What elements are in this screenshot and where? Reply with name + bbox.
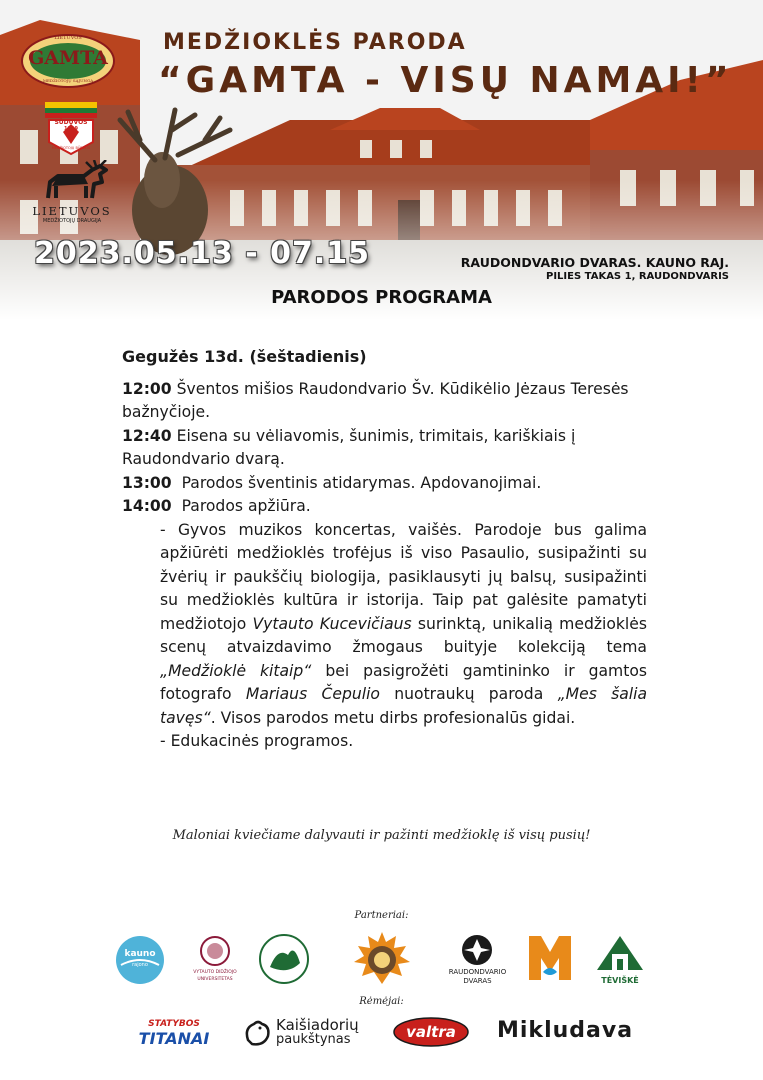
kaisiadoriu-text-1: Kaišiadorių <box>276 1016 359 1034</box>
desc-photo-exhibition-title: „Mes šalia tavęs“ <box>160 685 648 727</box>
moose-icon <box>28 160 116 204</box>
program-text: Parodos šventinis atidarymas. Apdovanojimai. <box>181 473 542 492</box>
program-time: 12:40 <box>122 426 172 445</box>
medziotoju-klubas-logo <box>258 933 310 985</box>
program-item <box>122 495 647 519</box>
desc-part: bei pasigrožėti gamtininko ir gamtos fotografo <box>160 661 648 703</box>
gamta-logo-bottom: MEDŽIOTOJŲ SĄJUNGA <box>42 78 94 83</box>
chicken-icon <box>240 1018 276 1048</box>
program-item <box>122 472 647 496</box>
valtra-logo <box>392 1016 470 1048</box>
invitation-text: Maloniai kviečiame dalyvauti ir pažinti medžioklę iš visų pusių! <box>172 828 591 843</box>
gamta-logo-top: LIETUVOS <box>54 35 82 41</box>
program-time: 13:00 <box>122 473 172 492</box>
raudondvario-dvaras-logo <box>440 933 515 988</box>
exhibition-subtitle: MEDŽIOKLĖS PARODA <box>163 30 467 55</box>
program-time: 14:00 <box>122 497 172 515</box>
suduvos-bottom: MEDŽIOTOJŲ BŪRELIS <box>51 146 91 150</box>
desc-collection-title: „Medžioklė kitaip“ <box>160 661 312 680</box>
hunting-club-emblem <box>352 930 412 988</box>
raudondvario-text-top: RAUDONDVARIO <box>448 968 507 976</box>
mikludava-logo: Mikludava <box>497 1018 634 1043</box>
kaisiadoriu-text-2: paukštynas <box>276 1032 351 1047</box>
gamta-logo <box>20 33 116 89</box>
venue-name: RAUDONDVARIO DVARAS. KAUNO RAJ. <box>460 255 729 270</box>
vdu-logo-top: VYTAUTO DIDŽIOJO <box>193 970 237 975</box>
desc-part: surinktą, unikalią medžioklės scenų atvaizdavimo žmogaus buityje kolekciją tema <box>160 614 647 656</box>
kauno-logo-text: kauno <box>124 949 156 959</box>
program-day: Gegužės 13d. (šeštadienis) <box>122 347 367 366</box>
program-body <box>122 345 647 754</box>
kauno-rajonas-logo <box>115 935 165 985</box>
sponsors-label: Rėmėjai: <box>359 996 404 1007</box>
m-orange-logo <box>527 932 573 982</box>
program-subitem-education: - Edukacinės programos. <box>160 732 354 750</box>
kauno-logo-sub: rajono <box>132 962 148 968</box>
desc-collector-name: Vytauto Kucevičiaus <box>252 614 412 633</box>
statybos-titanai-logo <box>138 1017 210 1053</box>
raudondvario-text-bottom: DVARAS <box>463 977 492 985</box>
statybos-text: STATYBOS <box>148 1019 200 1029</box>
program-text: Šventos mišios Raudondvario Šv. Kūdikėlio Jėzaus Teresės bažnyčioje. <box>122 379 629 421</box>
program-item <box>122 425 647 472</box>
exhibition-title: “GAMTA - VISŲ NAMAI!” <box>158 60 733 101</box>
suduvos-logo <box>43 100 99 156</box>
teviske-logo <box>593 932 647 990</box>
program-heading: PARODOS PROGRAMA <box>271 287 492 308</box>
lietuvos-medziotoju-logo <box>28 160 116 226</box>
valtra-text: valtra <box>406 1023 456 1041</box>
vdu-logo <box>185 935 245 990</box>
gamta-logo-text: GAMTA <box>28 47 108 69</box>
partners-label: Partneriai: <box>354 910 409 921</box>
program-text: Eisena su vėliavomis, šunimis, trimitais, kariškiais į Raudondvario dvarą. <box>122 426 576 468</box>
header-banner <box>0 0 763 320</box>
program-text: Parodos apžiūra. <box>181 497 311 515</box>
titanai-text: TITANAI <box>138 1029 210 1048</box>
desc-part: . Visos parodos metu dirbs profesionalūs gidai. <box>210 708 576 727</box>
desc-part: - Gyvos muzikos koncertas, vaišės. Parodoje bus galima apžiūrėti medžioklės trofėjus iš viso Pasaulio, susipažinti su žvėrių ir paukščių biologija, pasiklausyti jų balsų, susipažinti su medžioklės kultūra ir istorija. Taip pat galėsite pamatyti medžiotojo <box>160 520 647 633</box>
desc-part: nuotraukų paroda <box>379 685 558 703</box>
venue-address: PILIES TAKAS 1, RAUDONDVARIS <box>546 271 729 282</box>
suduvos-text: SŪDUVOS <box>54 119 88 126</box>
vdu-logo-bottom: UNIVERSITETAS <box>197 977 233 982</box>
teviske-text: TĖVIŠKĖ <box>601 976 639 985</box>
suduvos-year: 1999 <box>64 126 78 132</box>
program-time: 12:00 <box>122 379 172 398</box>
exhibition-dates: 2023.05.13 - 07.15 <box>34 236 371 271</box>
lietuvos-logo-sub: MEDŽIOTOJŲ DRAUGIJA <box>42 218 102 224</box>
desc-photographer-name: Mariaus Čepulio <box>245 685 380 703</box>
program-item <box>122 378 647 425</box>
program-subitem-description <box>122 519 647 731</box>
lietuvos-logo-text: LIETUVOS <box>32 204 112 218</box>
